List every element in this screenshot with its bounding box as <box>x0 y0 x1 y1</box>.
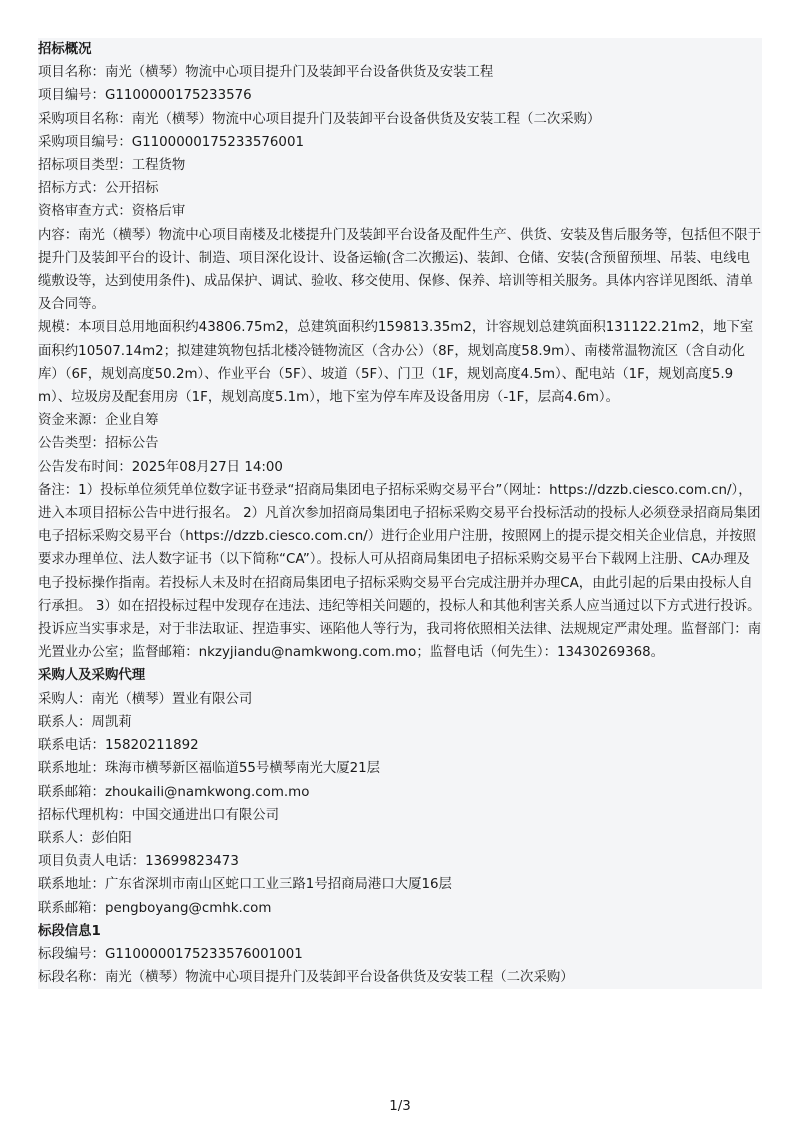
buyer-phone: 联系电话：15820211892 <box>38 738 199 754</box>
tender-method: 招标方式：公开招标 <box>38 181 159 197</box>
funding-source: 资金来源：企业自筹 <box>38 413 159 429</box>
buyer-contact: 联系人：周凯莉 <box>38 714 132 730</box>
page-number: 1/3 <box>389 1099 411 1114</box>
publish-time: 公告发布时间：2025年08月27日 14:00 <box>38 459 283 475</box>
qualification-method: 资格审查方式：资格后审 <box>38 204 186 220</box>
content-description: 内容：南光（横琴）物流中心项目南楼及北楼提升门及装卸平台设备及配件生产、供货、安装及售后服务等，包括但不限于提升门及装卸平台的设计、制造、项目深化设计、设备运输(含二次搬运)、装卸、仓储、安装(含预留预埋、吊装、电线电缆敷设等，达到使用条件)、成品保护、调试、验收、移交使用、保修、保养、培训等相关服务。具体内容详见图纸、清单及合同等。 <box>38 227 762 313</box>
agency-phone: 项目负责人电话：13699823473 <box>38 854 239 870</box>
project-type: 招标项目类型：工程货物 <box>38 158 186 174</box>
agency-address: 联系地址：广东省深圳市南山区蛇口工业三路1号招商局港口大厦16层 <box>38 877 452 893</box>
section-heading-overview: 招标概况 <box>38 42 92 57</box>
agency-contact: 联系人：彭伯阳 <box>38 830 132 846</box>
agency: 招标代理机构：中国交通进出口有限公司 <box>38 807 280 823</box>
project-name: 项目名称：南光（横琴）物流中心项目提升门及装卸平台设备供货及安装工程 <box>38 65 494 81</box>
remarks: 备注：1）投标单位须凭单位数字证书登录“招商局集团电子招标采购交易平台”（网址：https://dzzb.ciesco.com.cn/），进入本项目招标公告中进行报名。 2）凡首次参加招商局集团电子招标采购交易平台投标活动的投标人必须登录招商局集团电子招标采购交易平台（https://dzzb.ciesco.com.cn/）进行企业用户注册，按照网上的提示提交相关企业信息，并按照要求办理单位、法人数字证书（以下简称“CA”）。投标人可从招商局集团电子招标采购交易平台下载网上注册、CA办理及电子投标操作指南。若投标人未及时在招商局集团电子招标采购交易平台完成注册并办理CA，由此引起的后果由投标人自行承担。 3）如在招投标过程中发现存在违法、违纪等相关问题的，投标人和其他利害关系人应当通过以下方式进行投诉。投诉应当实事求是，对于非法取证、捏造事实、诬陷他人等行为，我司将依照相关法律、法规规定严肃处理。监督部门：南光置业办公室；监督邮箱：nkzyjiandu@namkwong.com.mo；监督电话（何先生）：13430269368。 <box>38 482 762 661</box>
section-heading-lot: 标段信息1 <box>38 923 101 939</box>
scale-description: 规模：本项目总用地面积约43806.75m2，总建筑面积约159813.35m2，计容规划总建筑面积131122.21m2，地下室面积约10507.14m2；拟建建筑物包括北楼冷链物流区（含办公）（8F，规划高度58.9m）、南楼常温物流区（含自动化库）（6F，规划高度50.2m）、作业平台（5F）、坡道（5F）、门卫（1F，规划高度4.5m）、配电站（1F，规划高度5.9m）、垃圾房及配套用房（1F，规划高度5.1m），地下室为停车库及设备用房（-1F，层高4.6m）。 <box>38 320 754 406</box>
announcement-body <box>38 38 762 989</box>
section-heading-buyer: 采购人及采购代理 <box>38 668 146 684</box>
lot-number: 标段编号：G1100000175233576001001 <box>38 946 303 962</box>
project-number: 项目编号：G1100000175233576 <box>38 88 252 104</box>
agency-email: 联系邮箱：pengboyang@cmhk.com <box>38 900 272 916</box>
buyer-email: 联系邮箱：zhoukaili@namkwong.com.mo <box>38 784 310 800</box>
buyer-address: 联系地址：珠海市横琴新区福临道55号横琴南光大厦21层 <box>38 761 381 777</box>
purchase-project-number: 采购项目编号：G1100000175233576001 <box>38 134 304 150</box>
buyer: 采购人：南光（横琴）置业有限公司 <box>38 691 253 707</box>
lot-name: 标段名称：南光（横琴）物流中心项目提升门及装卸平台设备供货及安装工程（二次采购） <box>38 970 574 986</box>
purchase-project-name: 采购项目名称：南光（横琴）物流中心项目提升门及装卸平台设备供货及安装工程（二次采购） <box>38 111 601 127</box>
notice-type: 公告类型：招标公告 <box>38 436 159 452</box>
